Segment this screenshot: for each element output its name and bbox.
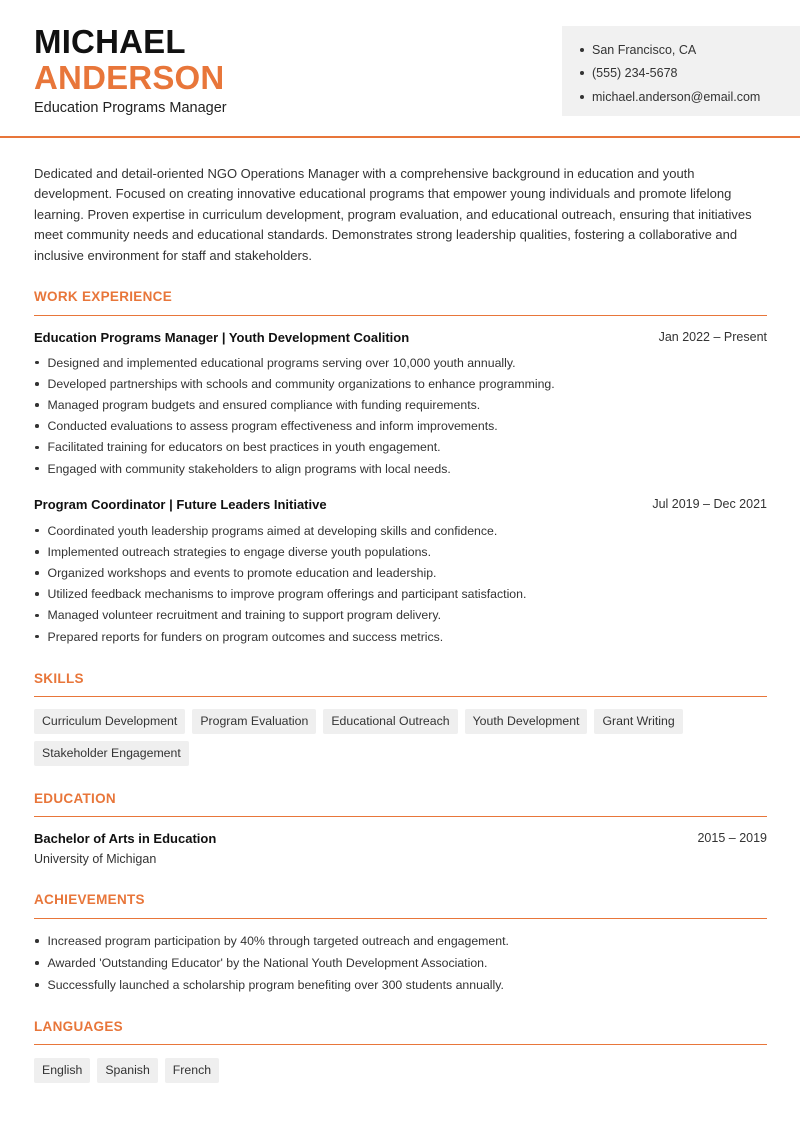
location-text: San Francisco, CA [592, 42, 697, 57]
list-item [34, 458, 767, 479]
school-name: University of Michigan [34, 852, 157, 866]
skills-tags [34, 709, 774, 773]
contact-box [562, 26, 800, 116]
language-tags [34, 1058, 774, 1090]
bullet-icon [35, 635, 39, 639]
bullet-text: Increased program participation by 40% through targeted outreach and engagement. [47, 934, 509, 948]
bullet-icon [35, 571, 39, 575]
bullet-icon [35, 424, 39, 428]
bullet-icon [35, 361, 39, 365]
list-item [34, 952, 767, 974]
job-dates: Jul 2019 – Dec 2021 [652, 497, 767, 511]
bullet-icon [35, 614, 39, 618]
bullet-text: Engaged with community stakeholders to align programs with local needs. [47, 461, 451, 476]
job-title: Program Coordinator | Future Leaders Initiative [34, 497, 327, 512]
bullet-icon [35, 983, 39, 987]
professional-summary: Dedicated and detail-oriented NGO Operations Manager with a comprehensive background in education and youth development. Focused on creating innovative educational programs that empower young individuals and promote lifelong learning. Proven expertise in curriculum development, program evaluation, and educational outreach, ensuring that initiatives meet community needs and educational standards. Demonstrates strong leadership qualities, fostering a collaborative and inclusive environment for staff and stakeholders. [34, 166, 752, 263]
achievement-bullets [34, 930, 767, 996]
list-item [34, 605, 767, 626]
bullet-icon [580, 95, 584, 99]
skill-tag: Youth Development [465, 709, 588, 734]
bullet-icon [35, 403, 39, 407]
contact-phone [580, 62, 800, 86]
list-item [34, 626, 767, 647]
candidate-title: Education Programs Manager [34, 100, 227, 116]
skill-tag: Stakeholder Engagement [34, 741, 189, 766]
job-bullets [34, 520, 767, 647]
bullet-icon [35, 382, 39, 386]
bullet-text: Facilitated training for educators on best practices in youth engagement. [47, 440, 441, 455]
job-title: Education Programs Manager | Youth Development Coalition [34, 330, 410, 345]
job-header [34, 330, 767, 345]
email-text: michael.anderson@email.com [592, 89, 761, 104]
bullet-text: Implemented outreach strategies to engage diverse youth populations. [47, 544, 431, 559]
section-divider [34, 1044, 767, 1045]
language-tag: Spanish [97, 1058, 157, 1083]
bullet-text: Coordinated youth leadership programs aimed at developing skills and confidence. [47, 523, 498, 538]
bullet-icon [580, 48, 584, 52]
skill-tag: Grant Writing [594, 709, 682, 734]
list-item [34, 584, 767, 605]
first-name: MICHAEL [34, 23, 186, 60]
job-bullets [34, 352, 767, 479]
skill-tag: Program Evaluation [192, 709, 316, 734]
candidate-name [34, 24, 224, 96]
phone-text: (555) 234-5678 [592, 66, 678, 81]
bullet-icon [35, 467, 39, 471]
bullet-icon [580, 71, 584, 75]
list-item [34, 562, 767, 583]
bullet-text: Organized workshops and events to promote education and leadership. [47, 565, 437, 580]
list-item [34, 416, 767, 437]
contact-email [580, 85, 800, 109]
bullet-icon [35, 592, 39, 596]
section-title-skills: SKILLS [34, 671, 84, 686]
skill-tag: Curriculum Development [34, 709, 185, 734]
bullet-icon [35, 939, 39, 943]
skill-tag: Educational Outreach [323, 709, 457, 734]
section-title-achievements: ACHIEVEMENTS [34, 892, 145, 907]
section-title-work: WORK EXPERIENCE [34, 289, 173, 304]
section-title-education: EDUCATION [34, 791, 116, 806]
section-divider [34, 816, 767, 817]
job-dates: Jan 2022 – Present [658, 330, 767, 344]
resume-header [0, 0, 800, 138]
list-item [34, 437, 767, 458]
list-item [34, 974, 767, 996]
last-name: ANDERSON [34, 59, 225, 96]
list-item [34, 373, 767, 394]
section-divider [34, 696, 767, 697]
bullet-text: Utilized feedback mechanisms to improve program offerings and participant satisfaction. [47, 587, 527, 602]
bullet-text: Developed partnerships with schools and community organizations to enhance programming. [47, 376, 555, 391]
education-header [34, 831, 767, 846]
degree-title: Bachelor of Arts in Education [34, 831, 217, 846]
job-header [34, 497, 767, 512]
list-item [34, 394, 767, 415]
bullet-icon [35, 529, 39, 533]
bullet-text: Successfully launched a scholarship program benefiting over 300 students annually. [47, 978, 504, 992]
list-item [34, 541, 767, 562]
section-title-languages: LANGUAGES [34, 1019, 123, 1034]
bullet-text: Conducted evaluations to assess program effectiveness and inform improvements. [47, 419, 498, 434]
section-divider [34, 918, 767, 919]
bullet-text: Awarded 'Outstanding Educator' by the National Youth Development Association. [47, 956, 488, 970]
section-divider [34, 315, 767, 316]
list-item [34, 930, 767, 952]
list-item [34, 352, 767, 373]
education-dates: 2015 – 2019 [697, 831, 767, 845]
list-item [34, 520, 767, 541]
bullet-icon [35, 961, 39, 965]
bullet-text: Designed and implemented educational programs serving over 10,000 youth annually. [47, 355, 516, 370]
bullet-text: Prepared reports for funders on program outcomes and success metrics. [47, 629, 444, 644]
bullet-text: Managed volunteer recruitment and training to support program delivery. [47, 608, 441, 623]
bullet-text: Managed program budgets and ensured compliance with funding requirements. [47, 397, 481, 412]
bullet-icon [35, 446, 39, 450]
bullet-icon [35, 550, 39, 554]
language-tag: French [165, 1058, 219, 1083]
contact-location [580, 38, 800, 62]
language-tag: English [34, 1058, 90, 1083]
